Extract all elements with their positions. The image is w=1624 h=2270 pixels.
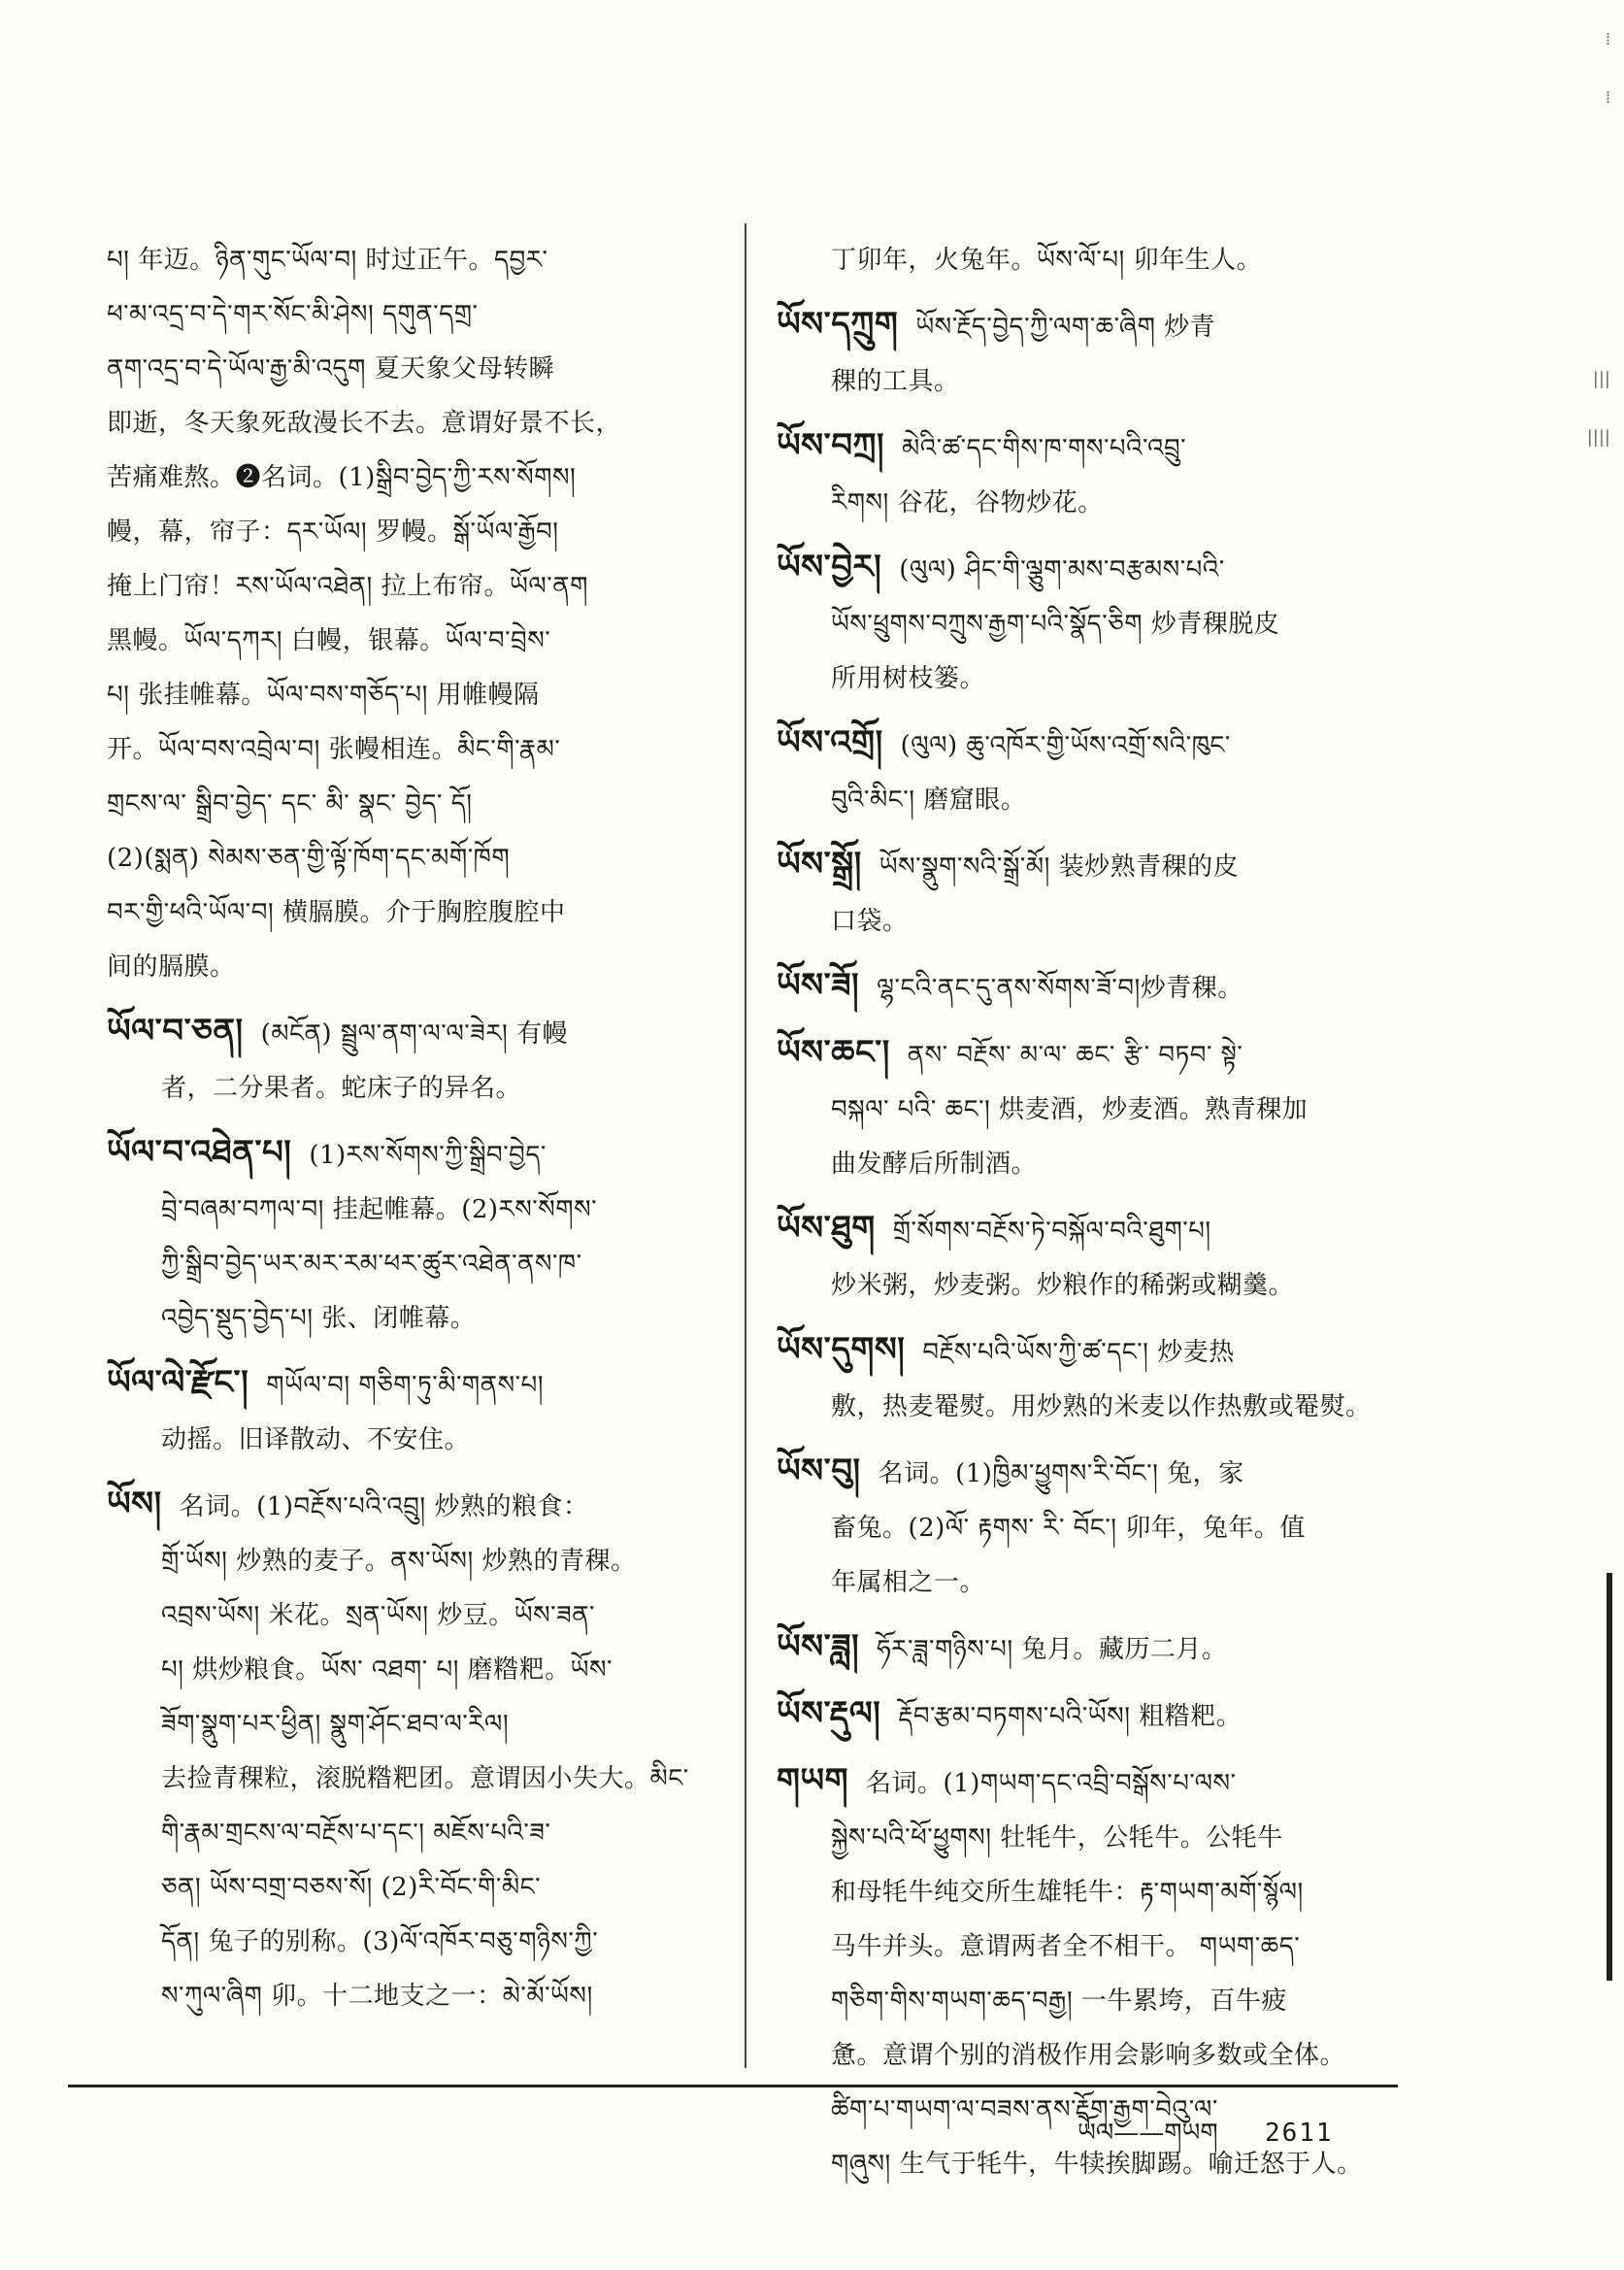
definition-text: 去捡青稞粒，滚脱糌粑团。意谓因小失大。མིང་: [161, 1764, 689, 1793]
definition-text: བར་གྱི་ཕའི་ཡོལ་བ། 横膈膜。介于胸腔腹腔中: [107, 898, 566, 927]
footer: [1077, 2105, 1334, 2176]
definition-text: ཅན། ཡོས་བགྲ་བཅས་སོ། (2)རི་བོང་གི་མིང་: [161, 1873, 542, 1902]
definition-text: ལྷ་ངའི་ནང་དུ་ནས་སོགས་ཟོ་བ།炒青稞。: [877, 974, 1243, 1003]
definition-text: རྡོབ་རྩམ་བཏགས་པའི་ཡོས། 粗糌粑。: [898, 1702, 1243, 1731]
definition-text: ཧོར་ཟླ་གཉིས་པ། 兔月。藏历二月。: [877, 1635, 1228, 1664]
definition-text: པ། 年迈。ཉིན་གུང་ཡོལ་བ། 时过正午。དབྱར་: [107, 246, 548, 275]
dictionary-entry: [777, 418, 1408, 530]
entry-line: [777, 958, 1408, 1016]
entry-line: [777, 233, 1408, 287]
entry-line: [777, 773, 1408, 827]
headword: ཡོས་སྒྲོ།: [777, 845, 862, 884]
entry-line: [777, 297, 1408, 354]
entry-line: [107, 1355, 728, 1413]
page-number: 2611: [1264, 2119, 1334, 2148]
dictionary-entry: [777, 1444, 1408, 1610]
headword: ཡོས་ཟོ།: [777, 966, 860, 1005]
definition-text: 名词。(1)བརྔོས་པའི་འབྲུ། 炒熟的粮食：: [179, 1492, 589, 1521]
left-column: [107, 233, 728, 2033]
entry-line: [777, 716, 1408, 773]
entry-line: [107, 287, 728, 342]
margin-mark: ⁞: [1605, 87, 1610, 108]
definition-text: 者，二分果者。蛇床子的异名。: [161, 1074, 522, 1103]
entry-continuation: [107, 233, 728, 994]
headword: གཡག: [777, 1761, 849, 1800]
definition-text: (1)རས་སོགས་ཀྱི་སྒྲིབ་བྱེད་: [309, 1141, 547, 1170]
definition-text: ས་ཀུལ་ཞིག 卯。十二地支之一：མེ་མོ་ཡོས།: [161, 1982, 593, 2011]
entry-line: [107, 777, 728, 831]
dictionary-entry: [777, 1619, 1408, 1677]
entry-line: [107, 722, 728, 777]
entry-line: [777, 1919, 1408, 1974]
running-head: ཡོལ——གཡག: [1077, 2119, 1218, 2148]
entry-line: [777, 1137, 1408, 1191]
entry-line: [107, 505, 728, 559]
headword: ཡོལ་བ་ཅན།: [107, 1012, 244, 1051]
dictionary-entry: [107, 1125, 728, 1346]
dictionary-entry: [777, 837, 1408, 949]
dictionary-entry: [777, 297, 1408, 409]
definition-text: 即逝，冬天象死敌漫长不去。意谓好景不长，: [107, 409, 622, 438]
headword: ཡོལ་བ་འཐེན་པ།: [107, 1133, 292, 1172]
dictionary-entry: [777, 1686, 1408, 1744]
definition-text: 所用树枝篓。: [831, 664, 986, 693]
margin-mark: ⁞: [1605, 29, 1610, 50]
definition-text: 炒米粥，炒麦粥。炒粮作的稀粥或糊羹。: [831, 1271, 1295, 1300]
definition-text: 黑幔。ཡོལ་དཀར། 白幔，银幕。ཡོལ་བ་བྲེས་: [107, 626, 551, 655]
definition-text: 幔，幕，帘子：དར་ཡོལ། 罗幔。སྒོ་ཡོལ་རྒྱོབ།: [107, 517, 559, 547]
column-divider: [745, 223, 746, 2068]
entry-line: [107, 396, 728, 451]
definition-text: 和母牦牛纯交所生雄牦牛：རྟ་གཡག་མགོ་སྙོལ།: [831, 1878, 1304, 1907]
entry-line: [777, 1444, 1408, 1501]
entry-line: [777, 1380, 1408, 1434]
definition-text: རིགས། 谷花，谷物炒花。: [831, 488, 1104, 517]
definition-text: 敷，热麦罨熨。用炒熟的米麦以作热敷或罨熨。: [831, 1392, 1372, 1421]
dictionary-entry: [777, 1201, 1408, 1313]
definition-text: པ། 张挂帷幕。ཡོལ་བས་གཅོད་པ། 用帷幔隔: [107, 681, 540, 710]
headword: ཡོས་འགྲོ།: [777, 723, 883, 762]
entry-line: [777, 1322, 1408, 1380]
definition-text: (ལུལ) ཤིང་གི་ལྕུག་མས་བརྩམས་པའི་: [899, 555, 1225, 584]
entry-line: [107, 1237, 728, 1291]
entry-line: [107, 1752, 728, 1806]
dictionary-entry: [777, 1025, 1408, 1191]
definition-text: བསྐལ་ པའི་ ཆང་། 烘麦酒，炒麦酒。熟青稞加: [831, 1095, 1309, 1124]
entry-line: [777, 1619, 1408, 1677]
definition-text: གྲོ་སོགས་བརྔོས་ཏེ་བསྐོལ་བའི་ཐུག་པ།: [892, 1217, 1211, 1246]
dictionary-entry: [107, 1355, 728, 1467]
definition-text: ཀྱི་སྒྲིབ་བྱེད་ཡར་མར་རམ་ཕར་ཚུར་འཐེན་ནས་ཁ་: [161, 1250, 582, 1279]
entry-line: [107, 885, 728, 940]
entry-line: [777, 1083, 1408, 1137]
definition-text: ཟོག་སྣུག་པར་ཕྱིན། སྣུག་ཤོང་ཐབ་ལ་རིལ།: [161, 1710, 510, 1739]
headword: ཡོས་ཆང་།: [777, 1033, 890, 1072]
entry-line: [107, 233, 728, 287]
definition-text: སྐྱེས་པའི་ཕོ་ཕྱུགས། 牡牦牛，公牦牛。公牦牛: [831, 1823, 1283, 1853]
entry-line: [777, 1686, 1408, 1744]
entry-line: [107, 940, 728, 994]
margin-mark: ||||: [1586, 427, 1610, 448]
entry-line: [107, 451, 728, 505]
dictionary-entry: [107, 1004, 728, 1116]
entry-line: [107, 1969, 728, 2023]
definition-text: 曲发酵后所制酒。: [831, 1150, 1038, 1179]
entry-line: [777, 1974, 1408, 2028]
entry-line: [107, 614, 728, 668]
definition-text: གཡོལ་བ། གཅིག་ཏུ་མི་གནས་པ།: [266, 1371, 545, 1400]
definition-text: 稞的工具。: [831, 367, 960, 396]
entry-line: [777, 1258, 1408, 1313]
entry-line: [107, 342, 728, 396]
definition-text: (2)(སྨན) སེམས་ཅན་གྱི་ལྟོ་ཁོག་དང་མགོ་ཁོག: [107, 844, 511, 873]
definition-text: 开。ཡོལ་བས་འབྲེལ་བ། 张幔相连。མིང་གི་རྣམ་: [107, 735, 561, 764]
dictionary-entry: [777, 716, 1408, 827]
headword: ཡོས་ཟླ།: [777, 1627, 860, 1666]
entry-line: [107, 1061, 728, 1116]
entry-line: [107, 1588, 728, 1643]
entry-line: [107, 559, 728, 614]
entry-line: [777, 1811, 1408, 1865]
entry-line: [777, 1753, 1408, 1811]
entry-line: [777, 1555, 1408, 1610]
entry-line: [107, 1125, 728, 1183]
definition-text: 马牛并头。意谓两者全不相干。 གཡག་ཆད་: [831, 1932, 1301, 1961]
definition-text: འབྱེད་སྡུད་བྱེད་པ། 张、闭帷幕。: [161, 1304, 477, 1333]
entry-line: [777, 1501, 1408, 1555]
headword: ཡོས་ཐུག: [777, 1209, 876, 1248]
headword: ཡོས་རྡུལ།: [777, 1694, 881, 1733]
entry-line: [107, 1915, 728, 1969]
definition-text: 掩上门帘！རས་ཡོལ་འཐེན། 拉上布帘。ཡོལ་ནག: [107, 572, 588, 601]
definition-text: པ། 烘炒粮食。ཡོས་ འཐག་ པ། 磨糌粑。ཡོས་: [161, 1655, 613, 1685]
entry-line: [777, 418, 1408, 476]
entry-continuation: [777, 233, 1408, 287]
entry-line: [777, 476, 1408, 530]
definition-text: ཚིག་པ་གཡག་ལ་བཟས་ནས་རྡོག་རྒྱག་བེའུ་ལ་: [831, 2095, 1218, 2124]
entry-line: [107, 1806, 728, 1860]
definition-text: གཞུས། 生气于牦牛，牛犊挨脚踢。喻迁怒于人。: [831, 2150, 1363, 2179]
entry-line: [107, 1004, 728, 1061]
definition-text: 丁卯年，火兔年。ཡོས་ལོ་པ། 卯年生人。: [831, 246, 1263, 275]
definition-text: 苦痛难熬。❷名词。(1)སྒྲིབ་བྱེད་ཀྱི་རས་སོགས།: [107, 463, 577, 492]
definition-text: 口袋。: [831, 907, 909, 936]
entry-line: [777, 1201, 1408, 1258]
definition-text: བྲེ་བཞམ་བཀལ་བ། 挂起帷幕。(2)རས་སོགས་: [161, 1195, 598, 1224]
definition-text: 动摇。旧译散动、不安住。: [161, 1425, 471, 1454]
definition-text: བུའི་མིང་། 磨窟眼。: [831, 785, 1027, 815]
definition-text: ནས་ བརྔོས་ མ་ལ་ ཆང་ རྩི་ བཏབ་ སྟེ་: [907, 1041, 1243, 1070]
entry-line: [107, 1643, 728, 1697]
entry-line: [107, 1413, 728, 1467]
entry-line: [777, 651, 1408, 706]
definition-text: 惫。意谓个别的消极作用会影响多数或全体。: [831, 2041, 1346, 2070]
entry-line: [107, 1860, 728, 1915]
definition-text: ཕ་མ་འདྲ་བ་དེ་གར་སོང་མི་ཤེས། དགུན་དགྲ་: [107, 300, 479, 329]
definition-text: 名词。(1)གཡག་དང་འབྲི་བསྒོས་པ་ལས་: [866, 1769, 1237, 1798]
headword: ཡོལ་ལེ་རྫོང་།: [107, 1363, 249, 1402]
entry-line: [777, 597, 1408, 651]
entry-line: [777, 837, 1408, 894]
definition-text: དོན། 兔子的别称。(3)ལོ་འཁོར་བཅུ་གཉིས་ཀྱི་: [161, 1927, 599, 1956]
definition-text: 间的膈膜。: [107, 952, 236, 982]
definition-text: ནག་འདྲ་བ་དེ་ཡོལ་རྒྱ་མི་འདུག 夏天象父母转瞬: [107, 354, 555, 384]
scan-edge-bar: [1607, 1573, 1612, 1981]
headword: ཡོས་བྱེར།: [777, 548, 882, 586]
definition-text: གྲོ་ཡོས། 炒熟的麦子。ནས་ཡོས། 炒熟的青稞。: [161, 1547, 637, 1576]
definition-text: 畜兔。(2)ལོ་ རྟགས་ རི་ བོང་། 卯年，兔年。值: [831, 1514, 1306, 1543]
headword: ཡོས་དུགས།: [777, 1330, 906, 1369]
entry-line: [777, 1025, 1408, 1083]
definition-text: 年属相之一。: [831, 1568, 986, 1597]
entry-line: [107, 1291, 728, 1346]
margin-mark: |||: [1592, 369, 1610, 389]
headword: ཡོས་བཀྲ།: [777, 426, 885, 465]
entry-line: [107, 1534, 728, 1588]
entry-line: [107, 668, 728, 722]
definition-text: 名词。(1)ཁྱིམ་ཕྱུགས་རི་བོང་། 兔，家: [878, 1459, 1244, 1488]
definition-text: འབྲས་ཡོས། 米花。སྲན་ཡོས། 炒豆。ཡོས་ཟན་: [161, 1601, 596, 1630]
definition-text: (མངོན) སྦྲུལ་ནག་ལ་ལ་ཟེར། 有幔: [260, 1019, 569, 1049]
entry-line: [107, 1183, 728, 1237]
definition-text: ཡོས་སྣུག་སའི་སྒྲོ་མོ། 装炒熟青稞的皮: [878, 852, 1240, 882]
entry-line: [107, 1697, 728, 1752]
footer-rule: [68, 2085, 1398, 2087]
dictionary-entry: [777, 958, 1408, 1016]
definition-text: མེའི་ཚ་དང་གིས་ཁ་གས་པའི་འབྲུ་: [902, 434, 1187, 463]
dictionary-entry: [777, 1322, 1408, 1434]
entry-line: [777, 354, 1408, 409]
headword: ཡོས།: [107, 1485, 162, 1523]
entry-line: [777, 540, 1408, 597]
definition-text: ཡོས་རྔོད་བྱེད་ཀྱི་ལག་ཆ་ཞིག 炒青: [915, 313, 1216, 342]
headword: ཡོས་བུ།: [777, 1452, 861, 1490]
headword: ཡོས་དཀྲུག: [777, 305, 899, 344]
entry-line: [777, 894, 1408, 949]
entry-line: [777, 2028, 1408, 2083]
dictionary-entry: [777, 540, 1408, 706]
entry-line: [107, 831, 728, 885]
dictionary-entry: [107, 1477, 728, 2023]
definition-text: གཅིག་གིས་གཡག་ཆད་བརྒྱ། 一牛累垮，百牛疲: [831, 1986, 1287, 2016]
definition-text: (ལུལ) ཆུ་འཁོར་གྱི་ཡོས་འགྲོ་སའི་ཁུང་: [900, 731, 1231, 760]
definition-text: གི་རྣམ་གྲངས་ལ་བརྔོས་པ་དང་། མཇོས་པའི་ཟ་: [161, 1819, 551, 1848]
entry-line: [777, 1865, 1408, 1919]
definition-text: ཡོས་ཕྲུགས་བཀྲུས་རྒྱག་པའི་སྣོད་ཅིག 炒青稞脱皮: [831, 610, 1280, 639]
definition-text: བརྔོས་པའི་ཡོས་ཀྱི་ཚ་དང་། 炒麦热: [922, 1338, 1235, 1367]
definition-text: གྲངས་ལ་ སྒྲིབ་བྱེད་ དང་ མི་ སྣང་ བྱེད་ དོ།: [107, 789, 473, 818]
entry-line: [107, 1477, 728, 1534]
right-column: [777, 233, 1408, 2201]
